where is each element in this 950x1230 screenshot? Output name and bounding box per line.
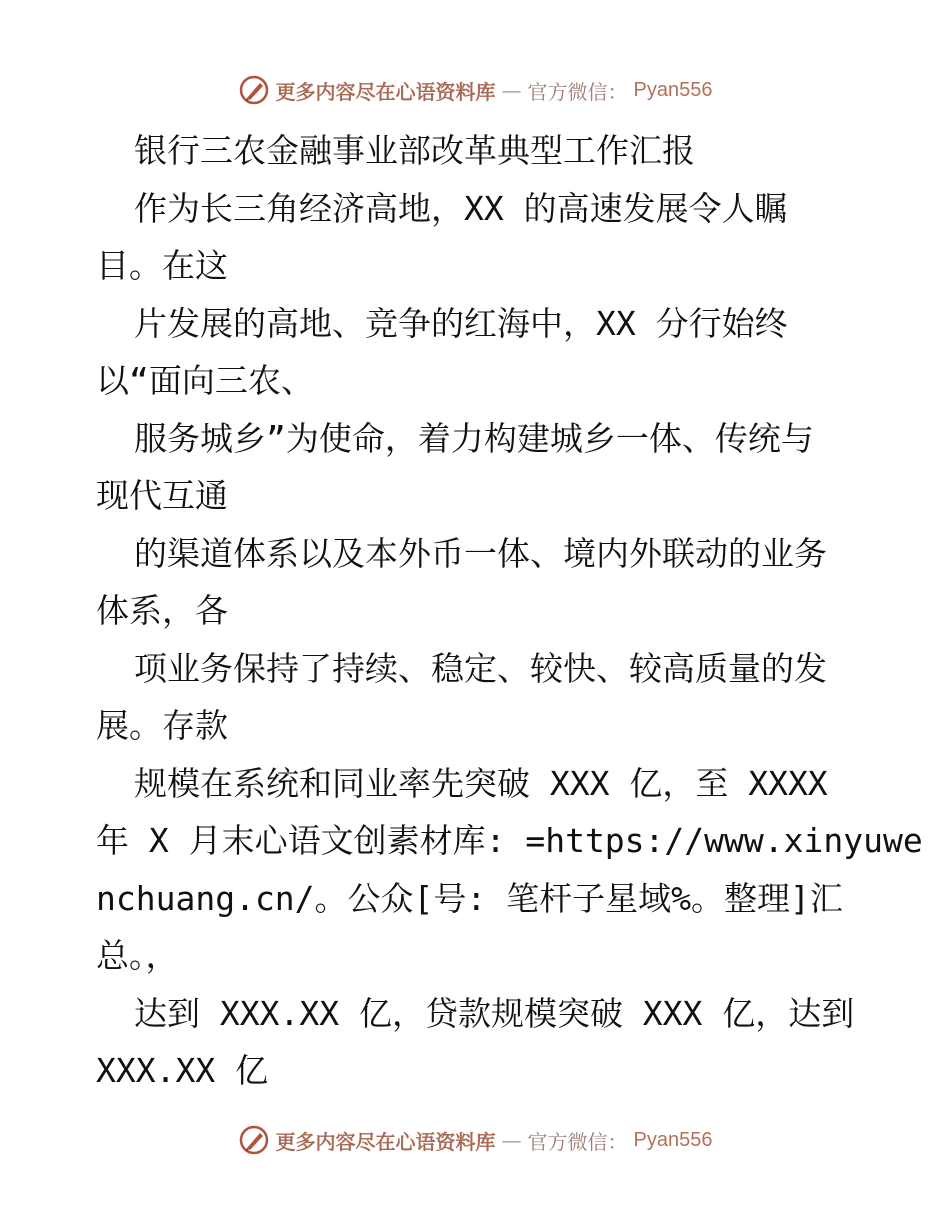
header-dash: — [501, 78, 522, 102]
paragraph-line: 项业务保持了持续、稳定、较快、较高质量的发 [134, 648, 827, 688]
pen-logo-icon [238, 1124, 270, 1156]
header-wechat-label: 官方微信： [527, 79, 628, 104]
paragraph-line: nchuang.cn/。公众[号: 笔杆子星域%。整理]汇 [96, 878, 843, 918]
paragraph-line: 作为长三角经济高地，XX 的高速发展令人瞩 [134, 188, 788, 228]
pen-logo-icon [238, 74, 270, 106]
document-title: 银行三农金融事业部改革典型工作汇报 [134, 131, 695, 170]
footer-wechat-id: Pyan556 [633, 1128, 713, 1151]
footer-brand-text: 更多内容尽在心语资料库 [275, 1129, 496, 1154]
header-wechat-id: Pyan556 [633, 78, 713, 101]
paragraph-line: 现代互通 [96, 476, 228, 515]
paragraph-line: 服务城乡”为使命，着力构建城乡一体、传统与 [134, 418, 814, 458]
paragraph-line: 展。存款 [96, 706, 228, 745]
paragraph-line: XXX.XX 亿 [96, 1051, 269, 1090]
paragraph-line: 规模在系统和同业率先突破 XXX 亿，至 XXXX [134, 763, 828, 803]
paragraph-line: 目。在这 [96, 246, 228, 285]
paragraph-line: 体系，各 [96, 591, 228, 630]
paragraph-line: 达到 XXX.XX 亿，贷款规模突破 XXX 亿，达到 [134, 993, 855, 1033]
footer-dash: — [501, 1128, 522, 1152]
header-brand-text: 更多内容尽在心语资料库 [275, 79, 496, 104]
footer-wechat-label: 官方微信： [527, 1129, 628, 1154]
paragraph-line: 的渠道体系以及本外币一体、境内外联动的业务 [134, 533, 827, 573]
paragraph-line: 片发展的高地、竞争的红海中，XX 分行始终 [134, 303, 788, 343]
paragraph-line: 总。， [96, 936, 179, 975]
paragraph-line: 以“面向三农、 [96, 361, 314, 400]
footer-watermark [0, 1122, 950, 1158]
header-watermark [0, 72, 950, 108]
paragraph-line: 年 X 月末心语文创素材库: =https://www.xinyuwe [96, 821, 923, 860]
document-body [96, 122, 923, 1100]
